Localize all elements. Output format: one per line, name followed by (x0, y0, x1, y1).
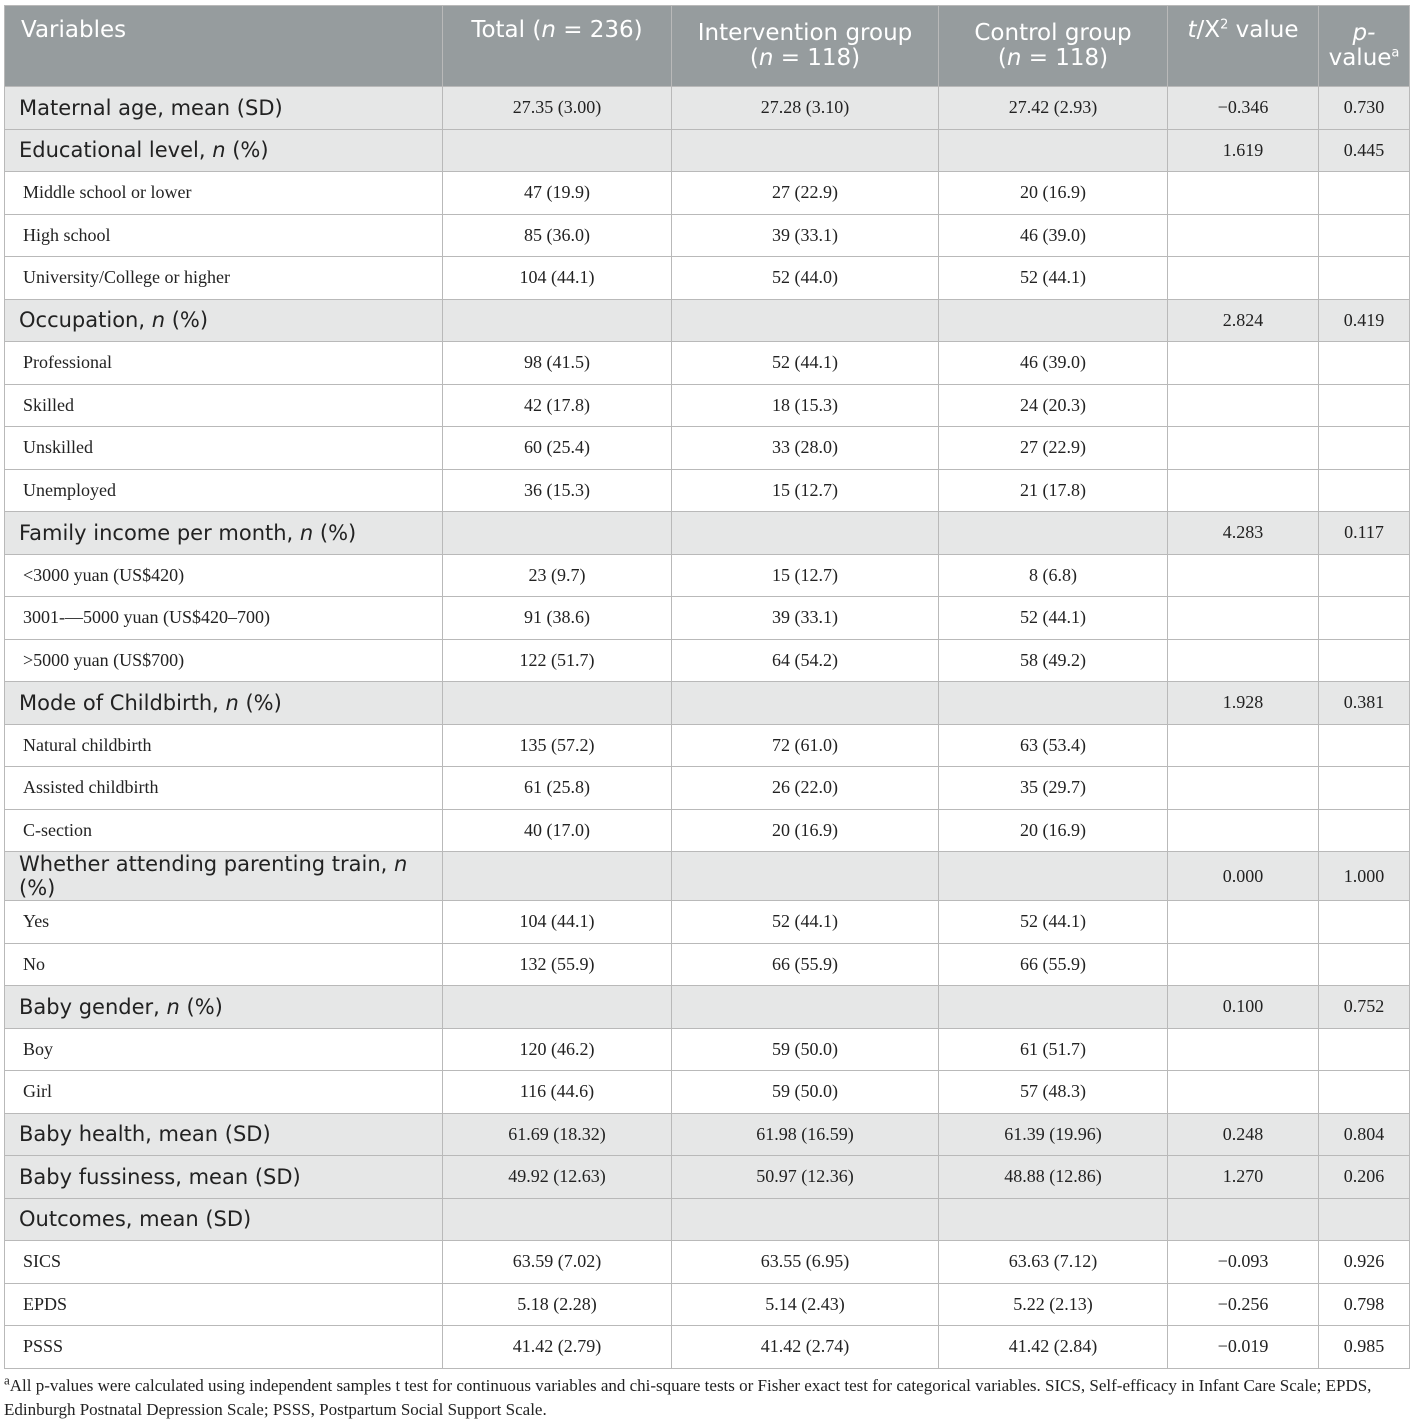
row-label: High school (5, 214, 443, 257)
p-value-cell (1319, 767, 1410, 810)
p-value-cell (1319, 384, 1410, 427)
header-test-statistic: $t/X^2$ value (1168, 6, 1319, 87)
control-cell: 46 (39.0) (939, 342, 1168, 385)
row-label: EPDS (5, 1283, 443, 1326)
baseline-characteristics-table (4, 5, 1410, 1369)
intervention-cell: 52 (44.1) (672, 342, 939, 385)
table-row (5, 554, 1410, 597)
total-cell: 104 (44.1) (443, 257, 672, 300)
control-cell: 66 (55.9) (939, 943, 1168, 986)
intervention-cell (672, 682, 939, 725)
p-value-cell: 0.798 (1319, 1283, 1410, 1326)
table-row (5, 1241, 1410, 1284)
intervention-cell: 39 (33.1) (672, 214, 939, 257)
p-value-cell: 0.445 (1319, 129, 1410, 172)
table-section-row (5, 129, 1410, 172)
row-label: No (5, 943, 443, 986)
p-value-cell (1319, 1071, 1410, 1114)
p-value-cell (1319, 724, 1410, 767)
total-cell: 135 (57.2) (443, 724, 672, 767)
p-value-cell: 0.985 (1319, 1326, 1410, 1369)
table-row (5, 1071, 1410, 1114)
statistic-cell (1168, 809, 1319, 852)
footnote-marker: a (4, 1372, 10, 1388)
row-label: Mode of Childbirth, n (%) (5, 682, 443, 725)
p-value-cell (1319, 639, 1410, 682)
table-row (5, 724, 1410, 767)
total-cell (443, 1198, 672, 1241)
control-cell: 52 (44.1) (939, 901, 1168, 944)
table-section-row (5, 1113, 1410, 1156)
row-label: Unskilled (5, 427, 443, 470)
total-cell: 5.18 (2.28) (443, 1283, 672, 1326)
total-cell: 98 (41.5) (443, 342, 672, 385)
row-label: Outcomes, mean (SD) (5, 1198, 443, 1241)
statistic-cell: −0.019 (1168, 1326, 1319, 1369)
total-cell: 49.92 (12.63) (443, 1156, 672, 1199)
row-label: Natural childbirth (5, 724, 443, 767)
row-label: Occupation, n (%) (5, 299, 443, 342)
intervention-cell: 63.55 (6.95) (672, 1241, 939, 1284)
control-cell (939, 986, 1168, 1029)
table-section-row (5, 852, 1410, 901)
p-value-cell (1319, 943, 1410, 986)
total-cell: 23 (9.7) (443, 554, 672, 597)
total-cell: 42 (17.8) (443, 384, 672, 427)
table-row (5, 767, 1410, 810)
row-label: Baby gender, n (%) (5, 986, 443, 1029)
row-label: Assisted childbirth (5, 767, 443, 810)
row-label: Girl (5, 1071, 443, 1114)
intervention-cell: 52 (44.1) (672, 901, 939, 944)
row-label: SICS (5, 1241, 443, 1284)
row-label: <3000 yuan (US$420) (5, 554, 443, 597)
intervention-cell (672, 986, 939, 1029)
intervention-cell: 18 (15.3) (672, 384, 939, 427)
intervention-cell: 15 (12.7) (672, 469, 939, 512)
intervention-cell: 26 (22.0) (672, 767, 939, 810)
row-label: Yes (5, 901, 443, 944)
p-value-cell: 0.926 (1319, 1241, 1410, 1284)
statistic-cell (1168, 342, 1319, 385)
statistic-cell (1168, 384, 1319, 427)
p-value-cell (1319, 809, 1410, 852)
control-cell: 27 (22.9) (939, 427, 1168, 470)
total-cell (443, 682, 672, 725)
p-value-cell (1319, 214, 1410, 257)
statistic-cell: 1.270 (1168, 1156, 1319, 1199)
control-cell (939, 129, 1168, 172)
total-cell: 41.42 (2.79) (443, 1326, 672, 1369)
table-section-row (5, 512, 1410, 555)
total-cell: 122 (51.7) (443, 639, 672, 682)
table-row (5, 597, 1410, 640)
control-cell: 52 (44.1) (939, 597, 1168, 640)
row-label: C-section (5, 809, 443, 852)
row-label: Professional (5, 342, 443, 385)
statistic-cell: 4.283 (1168, 512, 1319, 555)
control-cell: 58 (49.2) (939, 639, 1168, 682)
control-cell (939, 512, 1168, 555)
statistic-cell (1168, 943, 1319, 986)
total-cell: 85 (36.0) (443, 214, 672, 257)
statistic-cell (1168, 554, 1319, 597)
statistic-cell: 1.928 (1168, 682, 1319, 725)
statistic-cell (1168, 172, 1319, 215)
p-value-cell (1319, 172, 1410, 215)
total-cell: 60 (25.4) (443, 427, 672, 470)
statistic-cell (1168, 1028, 1319, 1071)
control-cell (939, 852, 1168, 901)
statistic-cell (1168, 469, 1319, 512)
total-cell: 61.69 (18.32) (443, 1113, 672, 1156)
statistic-cell (1168, 1198, 1319, 1241)
control-cell: 21 (17.8) (939, 469, 1168, 512)
statistic-cell: 0.100 (1168, 986, 1319, 1029)
table-row (5, 1283, 1410, 1326)
row-label: Educational level, n (%) (5, 129, 443, 172)
statistic-cell: 2.824 (1168, 299, 1319, 342)
total-cell: 104 (44.1) (443, 901, 672, 944)
control-cell: 20 (16.9) (939, 172, 1168, 215)
header-variables: Variables (5, 6, 443, 87)
table-row (5, 943, 1410, 986)
control-cell: 41.42 (2.84) (939, 1326, 1168, 1369)
baseline-characteristics-table-wrapper (4, 5, 1409, 1369)
table-row (5, 901, 1410, 944)
control-cell (939, 682, 1168, 725)
table-row (5, 384, 1410, 427)
control-cell: 61 (51.7) (939, 1028, 1168, 1071)
header-p-value: p- value$^a$ (1319, 6, 1410, 87)
total-cell (443, 299, 672, 342)
intervention-cell: 59 (50.0) (672, 1071, 939, 1114)
row-label: Family income per month, n (%) (5, 512, 443, 555)
statistic-cell: 1.619 (1168, 129, 1319, 172)
intervention-cell: 27 (22.9) (672, 172, 939, 215)
p-value-cell (1319, 257, 1410, 300)
control-cell: 48.88 (12.86) (939, 1156, 1168, 1199)
row-label: Middle school or lower (5, 172, 443, 215)
intervention-cell: 15 (12.7) (672, 554, 939, 597)
table-row (5, 639, 1410, 682)
intervention-cell (672, 852, 939, 901)
table-row (5, 342, 1410, 385)
header-row (5, 6, 1410, 87)
intervention-cell: 61.98 (16.59) (672, 1113, 939, 1156)
statistic-cell: −0.346 (1168, 87, 1319, 130)
statistic-cell (1168, 1071, 1319, 1114)
intervention-cell: 33 (28.0) (672, 427, 939, 470)
table-row (5, 172, 1410, 215)
statistic-cell: −0.093 (1168, 1241, 1319, 1284)
row-label: 3001-—5000 yuan (US$420–700) (5, 597, 443, 640)
total-cell: 132 (55.9) (443, 943, 672, 986)
table-section-row (5, 1156, 1410, 1199)
total-cell: 116 (44.6) (443, 1071, 672, 1114)
footnote-text: All p-values were calculated using independent samples t test for continuous variables and chi-square tests or Fisher exact test for categorical variables. SICS, Self-efficacy in Infant Care Scale; EPDS, Edinburgh Postnatal Depression Scale; PSSS, Postpartum Social Support Scale. (4, 1376, 1372, 1419)
statistic-cell (1168, 901, 1319, 944)
total-cell (443, 512, 672, 555)
p-value-cell (1319, 469, 1410, 512)
intervention-cell: 64 (54.2) (672, 639, 939, 682)
row-label: Unemployed (5, 469, 443, 512)
intervention-cell: 20 (16.9) (672, 809, 939, 852)
table-row (5, 427, 1410, 470)
total-cell (443, 129, 672, 172)
p-value-cell: 0.730 (1319, 87, 1410, 130)
p-value-cell (1319, 554, 1410, 597)
intervention-cell (672, 512, 939, 555)
p-value-cell: 0.804 (1319, 1113, 1410, 1156)
table-section-row (5, 299, 1410, 342)
intervention-cell: 59 (50.0) (672, 1028, 939, 1071)
table-section-row (5, 1198, 1410, 1241)
p-value-cell: 0.752 (1319, 986, 1410, 1029)
table-row (5, 469, 1410, 512)
total-cell: 36 (15.3) (443, 469, 672, 512)
statistic-cell: 0.248 (1168, 1113, 1319, 1156)
control-cell: 5.22 (2.13) (939, 1283, 1168, 1326)
row-label: Skilled (5, 384, 443, 427)
control-cell: 24 (20.3) (939, 384, 1168, 427)
total-cell: 61 (25.8) (443, 767, 672, 810)
total-cell: 40 (17.0) (443, 809, 672, 852)
statistic-cell (1168, 597, 1319, 640)
total-cell (443, 852, 672, 901)
row-label: >5000 yuan (US$700) (5, 639, 443, 682)
p-value-cell: 1.000 (1319, 852, 1410, 901)
intervention-cell: 52 (44.0) (672, 257, 939, 300)
p-value-cell: 0.117 (1319, 512, 1410, 555)
control-cell: 20 (16.9) (939, 809, 1168, 852)
header-total: Total (n = 236) (443, 6, 672, 87)
total-cell: 120 (46.2) (443, 1028, 672, 1071)
statistic-cell (1168, 767, 1319, 810)
control-cell: 35 (29.7) (939, 767, 1168, 810)
intervention-cell (672, 1198, 939, 1241)
table-row (5, 214, 1410, 257)
table-section-row (5, 986, 1410, 1029)
control-cell: 61.39 (19.96) (939, 1113, 1168, 1156)
p-value-cell (1319, 1028, 1410, 1071)
total-cell (443, 986, 672, 1029)
p-value-cell (1319, 427, 1410, 470)
row-label: Maternal age, mean (SD) (5, 87, 443, 130)
row-label: Whether attending parenting train, n (%) (5, 852, 443, 901)
p-value-cell: 0.381 (1319, 682, 1410, 725)
header-control-group: Control group (n = 118) (939, 6, 1168, 87)
table-row (5, 1028, 1410, 1071)
row-label: Baby fussiness, mean (SD) (5, 1156, 443, 1199)
table-row (5, 1326, 1410, 1369)
row-label: Baby health, mean (SD) (5, 1113, 443, 1156)
control-cell: 46 (39.0) (939, 214, 1168, 257)
total-cell: 63.59 (7.02) (443, 1241, 672, 1284)
row-label: Boy (5, 1028, 443, 1071)
intervention-cell: 5.14 (2.43) (672, 1283, 939, 1326)
table-section-row (5, 682, 1410, 725)
intervention-cell: 50.97 (12.36) (672, 1156, 939, 1199)
intervention-cell: 66 (55.9) (672, 943, 939, 986)
row-label: PSSS (5, 1326, 443, 1369)
control-cell: 27.42 (2.93) (939, 87, 1168, 130)
total-cell: 91 (38.6) (443, 597, 672, 640)
intervention-cell: 41.42 (2.74) (672, 1326, 939, 1369)
intervention-cell (672, 299, 939, 342)
table-footnote (4, 1374, 1409, 1422)
intervention-cell (672, 129, 939, 172)
statistic-cell (1168, 724, 1319, 767)
control-cell: 8 (6.8) (939, 554, 1168, 597)
control-cell: 63 (53.4) (939, 724, 1168, 767)
statistic-cell (1168, 214, 1319, 257)
statistic-cell (1168, 427, 1319, 470)
intervention-cell: 27.28 (3.10) (672, 87, 939, 130)
control-cell (939, 1198, 1168, 1241)
p-value-cell (1319, 597, 1410, 640)
table-section-row (5, 87, 1410, 130)
row-label: University/College or higher (5, 257, 443, 300)
p-value-cell: 0.206 (1319, 1156, 1410, 1199)
p-value-cell (1319, 1198, 1410, 1241)
p-value-cell: 0.419 (1319, 299, 1410, 342)
table-body (5, 87, 1410, 1369)
control-cell: 57 (48.3) (939, 1071, 1168, 1114)
control-cell: 52 (44.1) (939, 257, 1168, 300)
intervention-cell: 72 (61.0) (672, 724, 939, 767)
header-intervention-group: Intervention group (n = 118) (672, 6, 939, 87)
table-header (5, 6, 1410, 87)
control-cell (939, 299, 1168, 342)
table-row (5, 257, 1410, 300)
total-cell: 27.35 (3.00) (443, 87, 672, 130)
statistic-cell (1168, 257, 1319, 300)
statistic-cell: 0.000 (1168, 852, 1319, 901)
statistic-cell: −0.256 (1168, 1283, 1319, 1326)
statistic-cell (1168, 639, 1319, 682)
p-value-cell (1319, 901, 1410, 944)
p-value-cell (1319, 342, 1410, 385)
intervention-cell: 39 (33.1) (672, 597, 939, 640)
table-row (5, 809, 1410, 852)
control-cell: 63.63 (7.12) (939, 1241, 1168, 1284)
total-cell: 47 (19.9) (443, 172, 672, 215)
